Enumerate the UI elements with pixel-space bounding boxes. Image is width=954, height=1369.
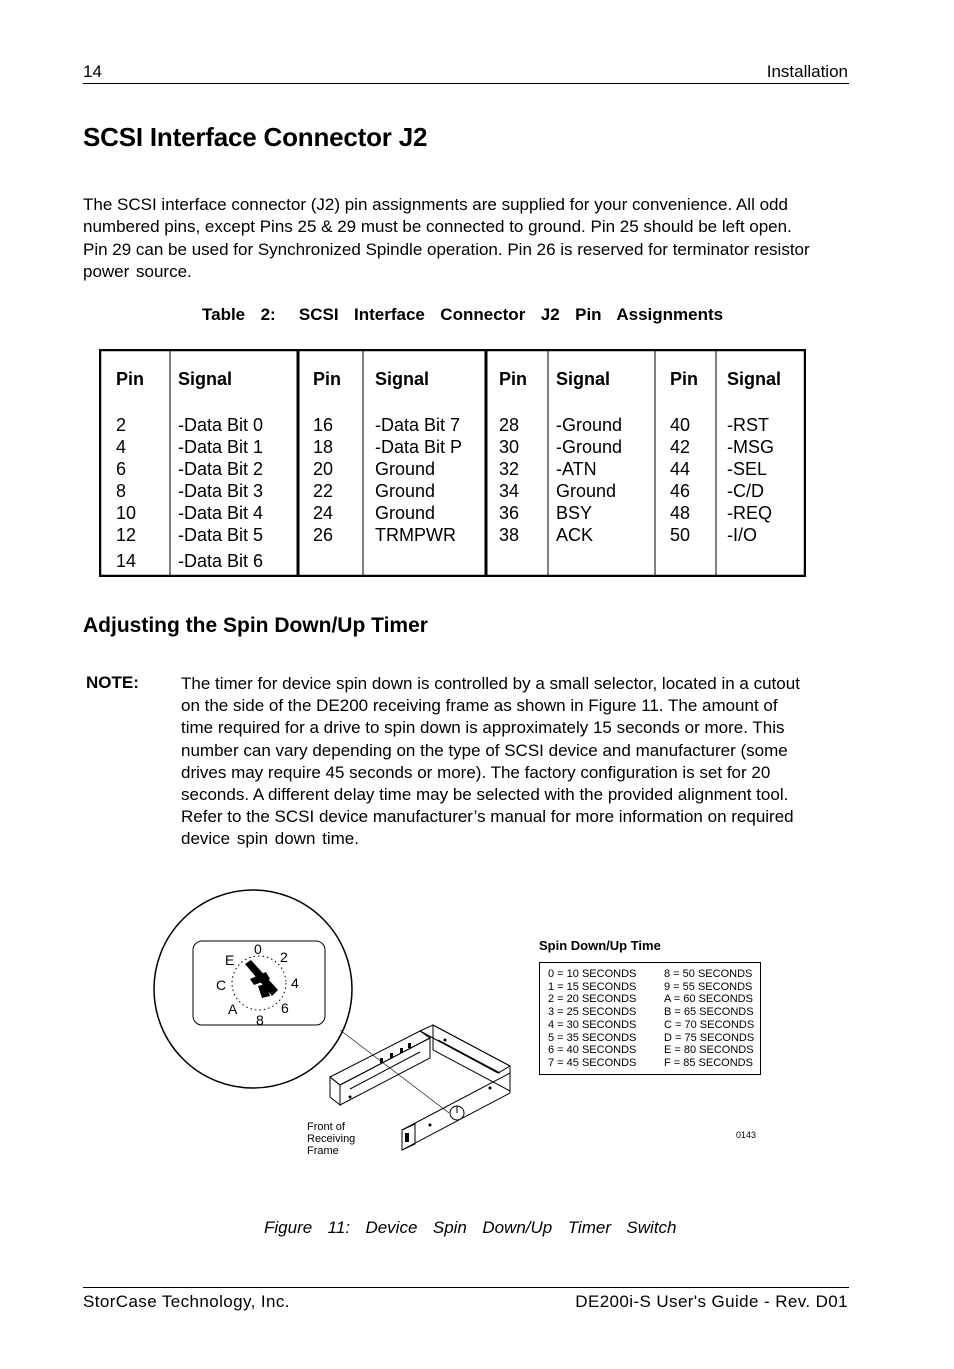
timer-entry: 2 = 20 SECONDS	[548, 993, 637, 1006]
footer-document: DE200i-S User's Guide - Rev. D01	[575, 1292, 848, 1311]
timer-column-right	[664, 968, 754, 1070]
timer-entry: 5 = 35 SECONDS	[548, 1031, 637, 1044]
pin-column-2	[313, 414, 333, 546]
timer-entry: D = 75 SECONDS	[664, 1031, 755, 1044]
front-label-line: Frame	[307, 1145, 339, 1157]
note-line: time required for a drive to spin down is approximately 15 seconds or more. This	[181, 718, 785, 738]
signal-cell: TRMPWR	[375, 525, 456, 545]
page-title: SCSI Interface Connector J2	[83, 122, 428, 152]
pin-cell: 46	[670, 481, 691, 501]
pin-cell: 4	[116, 437, 127, 457]
timer-entry: B = 65 SECONDS	[664, 1006, 754, 1019]
pin-cell: 14	[116, 551, 137, 571]
front-label-line: Receiving	[307, 1133, 356, 1145]
pin-cell: 48	[670, 503, 691, 523]
dial-label-6: 6	[281, 1000, 289, 1016]
pin-cell: 34	[499, 481, 520, 501]
signal-cell: -Data Bit 2	[178, 459, 264, 479]
timer-entry: 3 = 25 SECONDS	[548, 1006, 637, 1019]
signal-cell: -Data Bit 5	[178, 525, 264, 545]
intro-line: The SCSI interface connector (J2) pin assignments are supplied for your convenience. All odd	[83, 195, 788, 214]
note-line: The timer for device spin down is controlled by a small selector, located in a cutout	[181, 674, 800, 693]
pin-cell: 16	[313, 415, 334, 435]
signal-cell: ACK	[556, 525, 594, 545]
signal-cell: -Data Bit 0	[178, 415, 264, 435]
pin-cell: 42	[670, 437, 691, 457]
signal-column-3	[556, 414, 622, 546]
timer-legend	[539, 962, 761, 1075]
pin-cell: 36	[499, 503, 520, 523]
table-caption: Table 2: SCSI Interface Connector J2 Pin Assignments	[202, 305, 724, 324]
timer-entry: 4 = 30 SECONDS	[548, 1018, 637, 1031]
pin-column-1	[116, 414, 136, 572]
signal-cell: -Data Bit 4	[178, 503, 264, 523]
intro-line: Pin 29 can be used for Synchronized Spindle operation. Pin 26 is reserved for terminator resistor	[83, 239, 810, 259]
running-header: Installation	[766, 62, 848, 81]
signal-cell: -Data Bit P	[375, 437, 463, 457]
col-header-pin: Pin	[499, 369, 528, 389]
section-heading: Adjusting the Spin Down/Up Timer	[83, 614, 428, 637]
timer-entry: E = 80 SECONDS	[664, 1044, 754, 1057]
timer-entry: 7 = 45 SECONDS	[548, 1056, 637, 1069]
pin-cell: 12	[116, 525, 137, 545]
pin-column-4	[670, 414, 690, 546]
col-header-signal: Signal	[375, 369, 430, 389]
timer-entry: 1 = 15 SECONDS	[548, 980, 637, 993]
signal-cell: Ground	[375, 503, 436, 523]
signal-column-1	[178, 414, 263, 572]
signal-cell: -RST	[727, 415, 769, 435]
pin-cell: 26	[313, 525, 334, 545]
col-header-signal: Signal	[727, 369, 782, 389]
note-line: drives may require 45 seconds or more). The factory configuration is set for 20	[181, 762, 771, 782]
page-number: 14	[83, 62, 102, 81]
signal-cell: -I/O	[727, 525, 757, 545]
signal-cell: -ATN	[556, 459, 597, 479]
note-line: number can vary depending on the type of SCSI device and manufacturer (some	[181, 740, 788, 760]
timer-entry: F = 85 SECONDS	[664, 1056, 753, 1069]
col-header-pin: Pin	[116, 369, 145, 389]
signal-cell: BSY	[556, 503, 593, 523]
pin-cell: 22	[313, 481, 334, 501]
figure-caption: Figure 11: Device Spin Down/Up Timer Switch	[264, 1218, 677, 1237]
col-header-pin: Pin	[670, 369, 699, 389]
note-line: device spin down time.	[181, 829, 359, 849]
pin-cell: 28	[499, 415, 520, 435]
timer-entry: 0 = 10 SECONDS	[548, 968, 637, 980]
dial-label-2: 2	[280, 949, 288, 965]
pin-cell: 20	[313, 459, 334, 479]
signal-cell: -Data Bit 1	[178, 437, 264, 457]
pin-cell: 44	[670, 459, 691, 479]
figure-id: 0143	[736, 1130, 757, 1140]
dial-label-a: A	[228, 1001, 238, 1017]
timer-entry: A = 60 SECONDS	[664, 993, 753, 1006]
pin-cell: 30	[499, 437, 520, 457]
selector-pointer-icon	[245, 960, 278, 998]
note-line: seconds. A different delay time may be selected with the provided alignment tool.	[181, 785, 789, 805]
signal-cell: Ground	[375, 459, 436, 479]
signal-cell: -Ground	[556, 437, 623, 457]
pin-assignment-table	[99, 349, 806, 577]
pin-column-3	[499, 414, 519, 546]
pin-cell: 24	[313, 503, 334, 523]
note-line: on the side of the DE200 receiving frame as shown in Figure 11. The amount of	[181, 696, 778, 716]
pin-cell: 10	[116, 503, 137, 523]
signal-column-2	[375, 414, 462, 546]
pin-cell: 2	[116, 415, 127, 435]
header-rule	[83, 83, 849, 84]
timer-entry: 9 = 55 SECONDS	[664, 980, 753, 993]
col-header-signal: Signal	[556, 369, 611, 389]
footer-rule	[83, 1287, 849, 1288]
dial-label-e: E	[225, 952, 235, 968]
note-line: Refer to the SCSI device manufacturer’s manual for more information on required	[181, 807, 794, 827]
signal-cell: -Ground	[556, 415, 623, 435]
col-header-pin: Pin	[313, 369, 342, 389]
timer-table-title: Spin Down/Up Time	[539, 938, 661, 953]
pin-cell: 32	[499, 459, 520, 479]
timer-entry: 8 = 50 SECONDS	[664, 968, 753, 980]
signal-cell: Ground	[556, 481, 617, 501]
signal-cell: -Data Bit 7	[375, 415, 461, 435]
magnifier-circle	[154, 890, 352, 1088]
signal-cell: -Data Bit 3	[178, 481, 264, 501]
signal-cell: -REQ	[727, 503, 772, 523]
signal-column-4	[727, 414, 774, 546]
signal-cell: Ground	[375, 481, 436, 501]
dial-label-8: 8	[256, 1012, 264, 1028]
timer-entry: C = 70 SECONDS	[664, 1018, 755, 1031]
col-header-signal: Signal	[178, 369, 233, 389]
pin-cell: 8	[116, 481, 127, 501]
signal-cell: -MSG	[727, 437, 774, 457]
pin-cell: 40	[670, 415, 691, 435]
dial-label-4: 4	[291, 975, 299, 991]
front-label-line: Front of	[307, 1121, 345, 1133]
signal-cell: -SEL	[727, 459, 768, 479]
signal-cell: -C/D	[727, 481, 764, 501]
intro-paragraph	[83, 194, 849, 283]
note-body	[181, 673, 848, 851]
intro-line: power source.	[83, 261, 192, 281]
timer-column-left	[548, 968, 636, 1070]
footer-company: StorCase Technology, Inc.	[83, 1292, 290, 1311]
front-of-frame-label	[307, 1121, 355, 1157]
signal-cell: -Data Bit 6	[178, 551, 264, 571]
timer-entry: 6 = 40 SECONDS	[548, 1044, 637, 1057]
dial-label-c: C	[216, 977, 227, 993]
note-label: NOTE:	[86, 673, 139, 692]
pin-cell: 50	[670, 525, 691, 545]
pin-cell: 6	[116, 459, 127, 479]
pin-cell: 38	[499, 525, 520, 545]
intro-line: numbered pins, except Pins 25 & 29 must be connected to ground. Pin 25 should be left open.	[83, 217, 792, 237]
dial-label-0: 0	[254, 941, 262, 957]
pin-cell: 18	[313, 437, 334, 457]
receiving-frame	[330, 1025, 510, 1150]
frame-details	[349, 1039, 492, 1143]
